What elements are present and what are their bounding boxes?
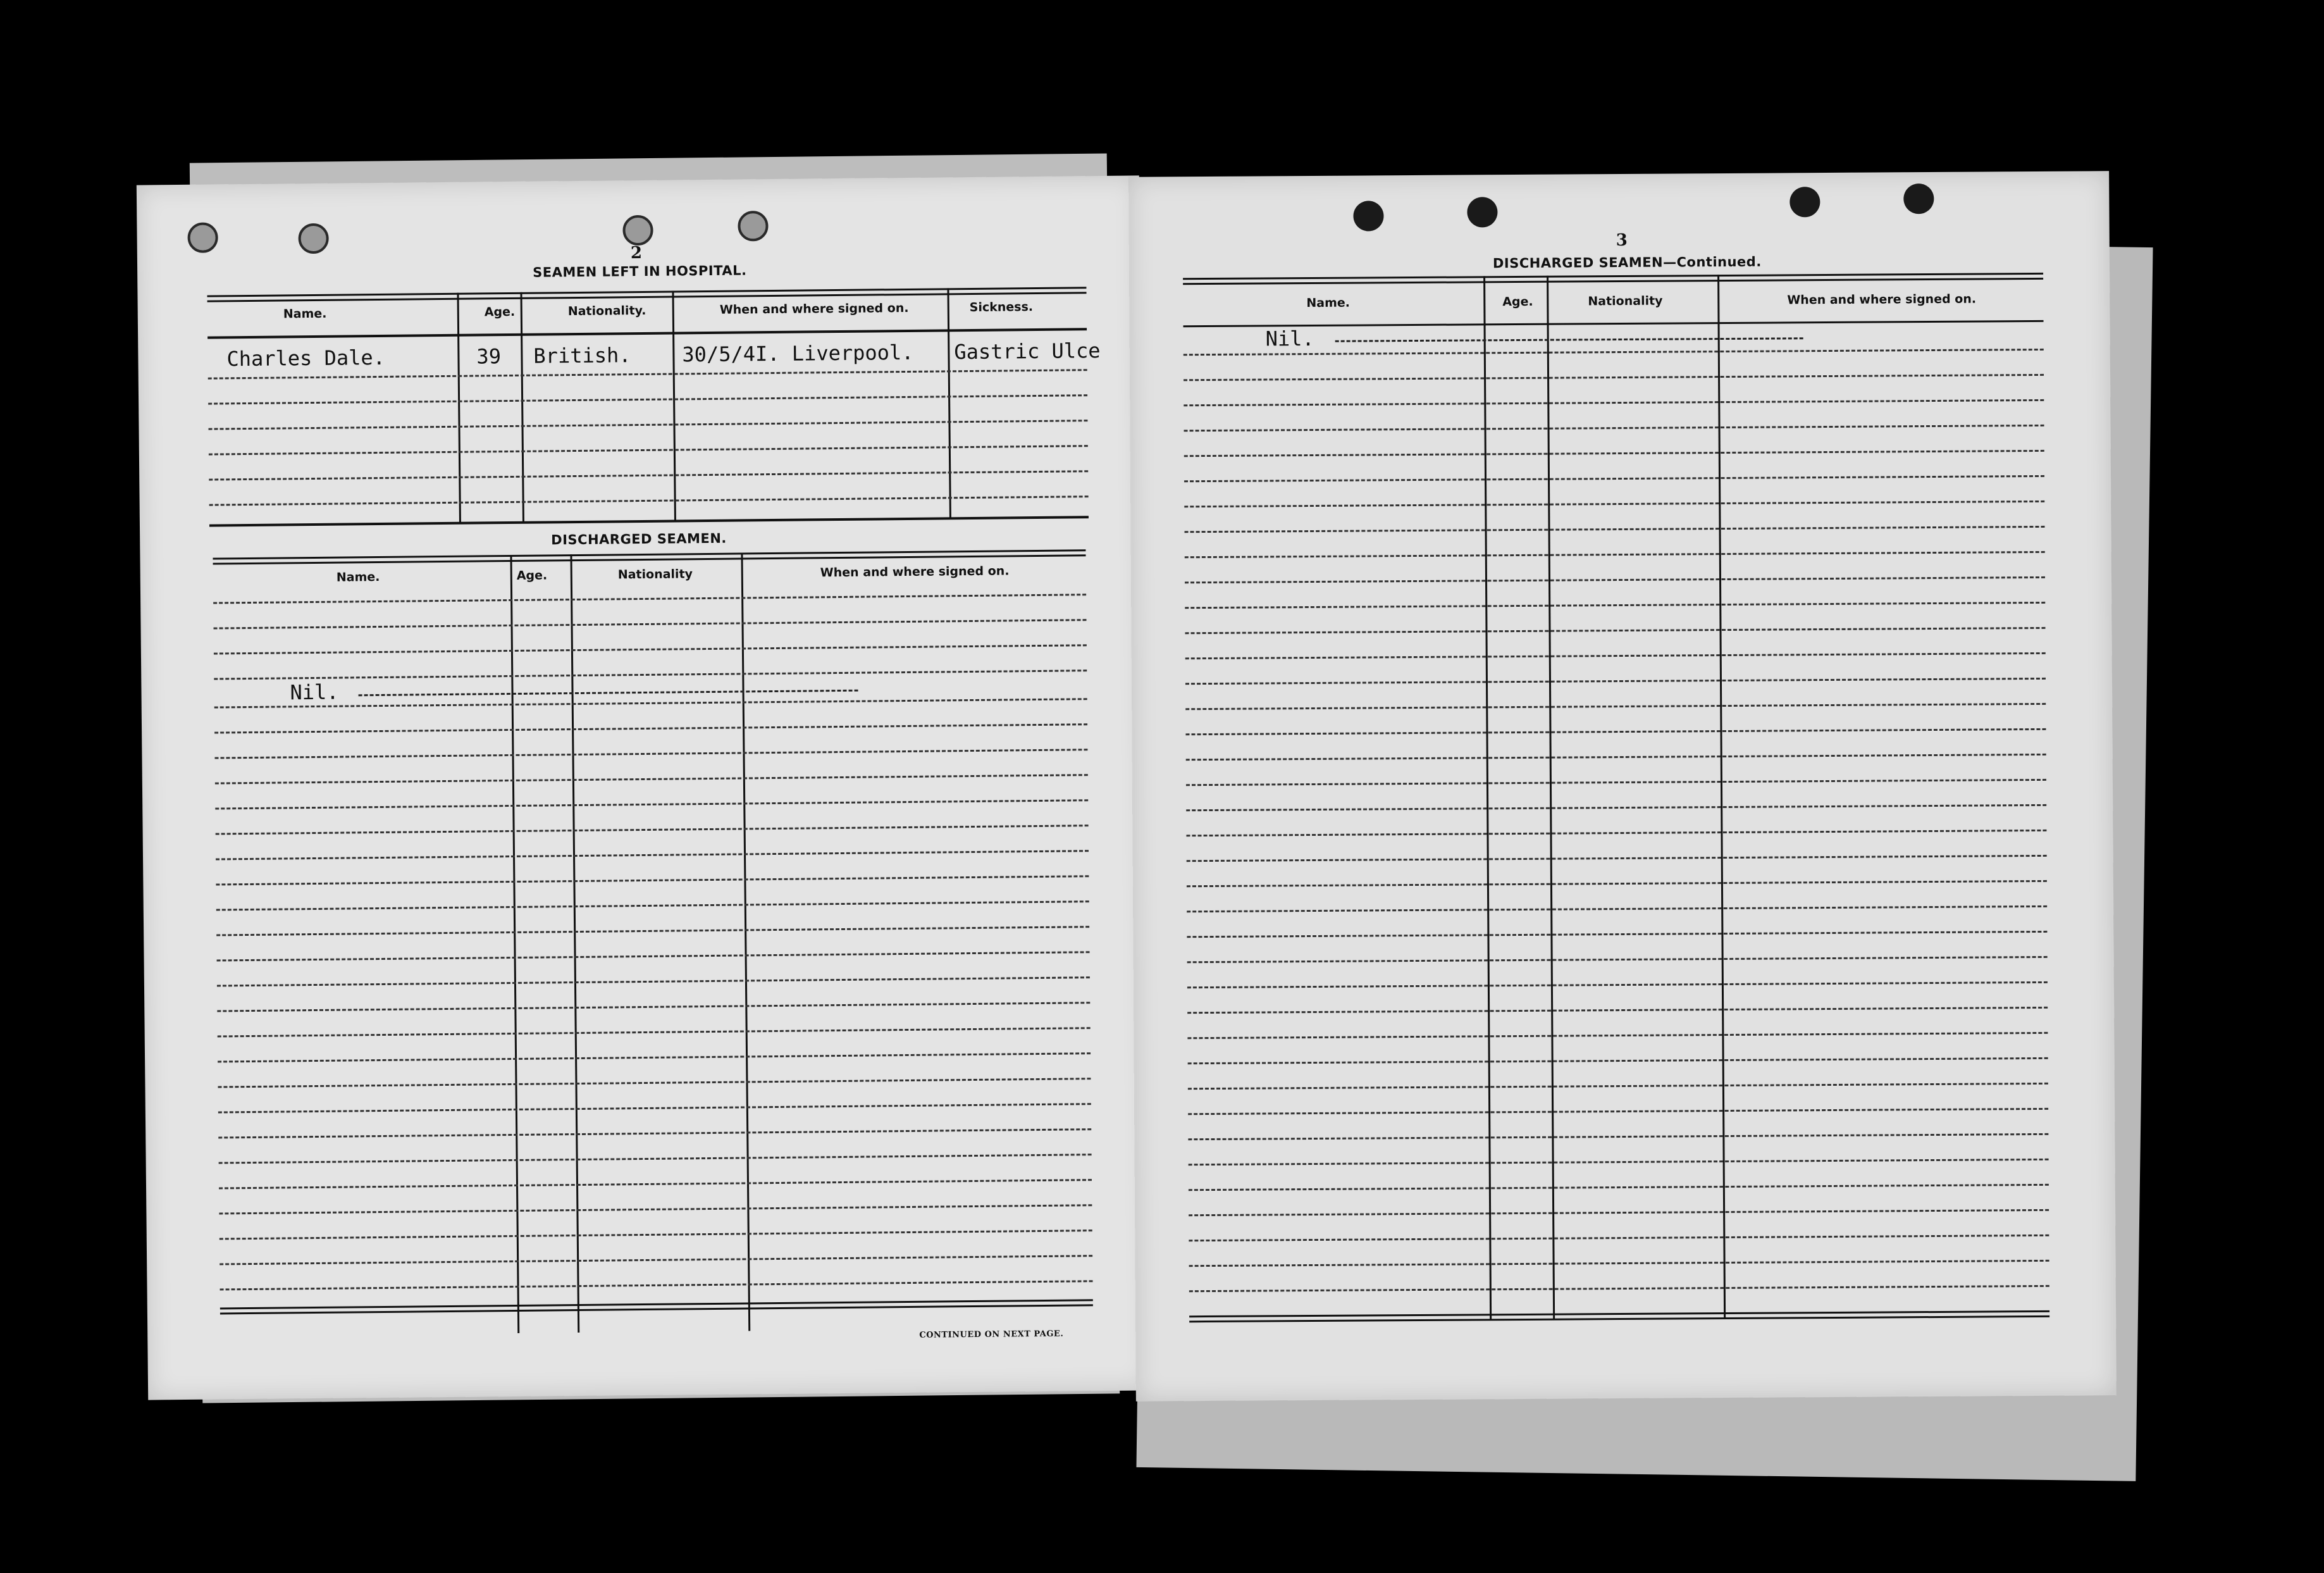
row-rule xyxy=(219,1204,1092,1214)
row-rule xyxy=(1185,652,2046,659)
column-header-age: Age. xyxy=(484,304,516,320)
punch-hole xyxy=(1353,201,1383,231)
cell-age: 39 xyxy=(476,344,502,369)
column-divider xyxy=(457,293,461,524)
cell-nationality: British. xyxy=(533,343,631,368)
cell-sickness: Gastric Ulce xyxy=(954,339,1101,364)
row-rule xyxy=(1188,1057,2048,1064)
table-rule xyxy=(207,287,1086,302)
row-rule xyxy=(1189,1234,2049,1241)
discharged-continued-table xyxy=(1183,273,2049,1322)
row-rule xyxy=(214,698,1087,708)
cell-name: Charles Dale. xyxy=(226,345,386,371)
section-title-hospital: SEAMEN LEFT IN HOSPITAL. xyxy=(533,263,747,280)
punch-hole xyxy=(298,223,328,254)
page-number: 2 xyxy=(630,243,643,263)
row-rule xyxy=(214,669,1087,680)
table-rule xyxy=(207,328,1087,339)
column-header-name: Name. xyxy=(336,569,380,585)
row-rule xyxy=(1184,450,2044,457)
row-rule xyxy=(209,470,1088,480)
row-rule xyxy=(1185,576,2045,583)
page-number: 3 xyxy=(1616,230,1628,251)
row-rule xyxy=(214,619,1087,629)
row-rule xyxy=(1188,1133,2048,1140)
row-rule xyxy=(218,1052,1091,1062)
column-header-signed-on: When and where signed on. xyxy=(1787,292,1977,308)
column-header-nationality: Nationality xyxy=(617,567,693,582)
row-rule xyxy=(1184,500,2044,507)
row-rule xyxy=(218,1078,1091,1088)
nil-entry: Nil. xyxy=(290,680,339,705)
row-rule xyxy=(209,495,1089,506)
punch-hole xyxy=(622,215,653,246)
punch-hole xyxy=(1467,197,1497,227)
row-rule xyxy=(218,1103,1091,1113)
column-divider xyxy=(570,554,579,1333)
row-rule xyxy=(214,723,1087,733)
row-rule xyxy=(1185,627,2046,634)
table-rule xyxy=(220,1299,1093,1314)
row-rule xyxy=(1187,905,2047,912)
row-rule xyxy=(220,1280,1093,1290)
column-header-nationality: Nationality. xyxy=(567,303,646,319)
punch-hole xyxy=(1903,183,1934,214)
column-header-age: Age. xyxy=(1502,294,1533,309)
row-rule xyxy=(215,749,1088,759)
hospital-table xyxy=(207,287,1101,526)
row-rule xyxy=(1187,956,2048,963)
row-rule xyxy=(1184,374,2044,381)
column-header-name: Name. xyxy=(1306,295,1351,311)
row-rule xyxy=(1189,1184,2049,1191)
row-rule xyxy=(1188,1108,2048,1115)
nil-entry: Nil. xyxy=(1265,326,1314,351)
row-rule xyxy=(1187,880,2047,887)
column-header-signed-on: When and where signed on. xyxy=(719,301,909,317)
row-rule xyxy=(219,1153,1092,1164)
row-rule xyxy=(1184,425,2044,432)
column-divider xyxy=(672,291,676,522)
row-rule xyxy=(208,394,1087,404)
row-rule xyxy=(219,1229,1092,1240)
row-rule xyxy=(215,799,1088,809)
row-rule xyxy=(209,445,1088,455)
nil-dash-line xyxy=(1335,337,1803,342)
column-header-signed-on: When and where signed on. xyxy=(820,564,1010,580)
row-rule xyxy=(216,900,1089,911)
cell-signed-on: 30/5/4I. Liverpool. xyxy=(682,340,914,367)
column-divider xyxy=(947,288,951,519)
column-divider xyxy=(520,292,524,523)
column-header-nationality: Nationality xyxy=(1588,294,1663,309)
row-rule xyxy=(1187,1007,2048,1014)
row-rule xyxy=(1185,526,2045,533)
row-rule xyxy=(217,976,1090,986)
row-rule xyxy=(216,824,1089,835)
row-rule xyxy=(1185,602,2045,609)
row-rule xyxy=(217,951,1090,961)
row-rule xyxy=(1184,399,2044,406)
row-rule xyxy=(1188,1083,2048,1090)
row-rule xyxy=(209,420,1088,430)
row-rule xyxy=(1184,475,2044,482)
row-rule xyxy=(1189,1159,2049,1166)
row-rule xyxy=(213,594,1086,604)
row-rule xyxy=(1186,754,2046,761)
table-rule xyxy=(1189,1310,2049,1322)
row-rule xyxy=(1185,728,2046,735)
table-rule xyxy=(1183,273,2043,285)
row-rule xyxy=(216,850,1089,860)
footer-continued: CONTINUED ON NEXT PAGE. xyxy=(919,1329,1064,1340)
row-rule xyxy=(216,875,1089,885)
row-rule xyxy=(1185,703,2046,710)
row-rule xyxy=(219,1255,1092,1265)
punch-hole xyxy=(1789,187,1820,217)
row-rule xyxy=(1187,931,2047,938)
table-rule xyxy=(209,516,1089,526)
punch-hole xyxy=(187,222,218,252)
section-title-discharged-continued: DISCHARGED SEAMEN—Continued. xyxy=(1492,254,1762,271)
row-rule xyxy=(217,1002,1090,1012)
row-rule xyxy=(1185,551,2045,558)
section-title-discharged: DISCHARGED SEAMEN. xyxy=(551,530,727,548)
row-rule xyxy=(1187,1032,2048,1039)
row-rule xyxy=(215,774,1088,784)
table-rule xyxy=(213,549,1085,564)
punch-hole xyxy=(738,211,768,241)
row-rule xyxy=(1186,779,2046,786)
row-rule xyxy=(218,1128,1091,1138)
row-rule xyxy=(1186,804,2046,811)
column-header-name: Name. xyxy=(283,306,327,321)
left-page xyxy=(137,175,1151,1400)
column-header-sickness: Sickness. xyxy=(969,300,1034,315)
row-rule xyxy=(218,1027,1091,1037)
row-rule xyxy=(214,644,1087,654)
row-rule xyxy=(1189,1285,2049,1292)
row-rule xyxy=(216,926,1089,936)
row-rule xyxy=(1189,1260,2049,1267)
row-rule xyxy=(219,1179,1092,1189)
row-rule xyxy=(1187,981,2048,988)
nil-dash-line xyxy=(359,690,858,697)
discharged-table xyxy=(213,549,1093,1336)
right-page xyxy=(1128,171,2117,1401)
row-rule xyxy=(1187,855,2047,862)
row-rule xyxy=(1189,1209,2049,1216)
column-divider xyxy=(741,552,750,1331)
column-divider xyxy=(510,555,519,1333)
row-rule xyxy=(1186,830,2046,836)
row-rule xyxy=(1185,678,2046,685)
row-rule xyxy=(208,369,1087,379)
column-header-age: Age. xyxy=(516,568,548,583)
